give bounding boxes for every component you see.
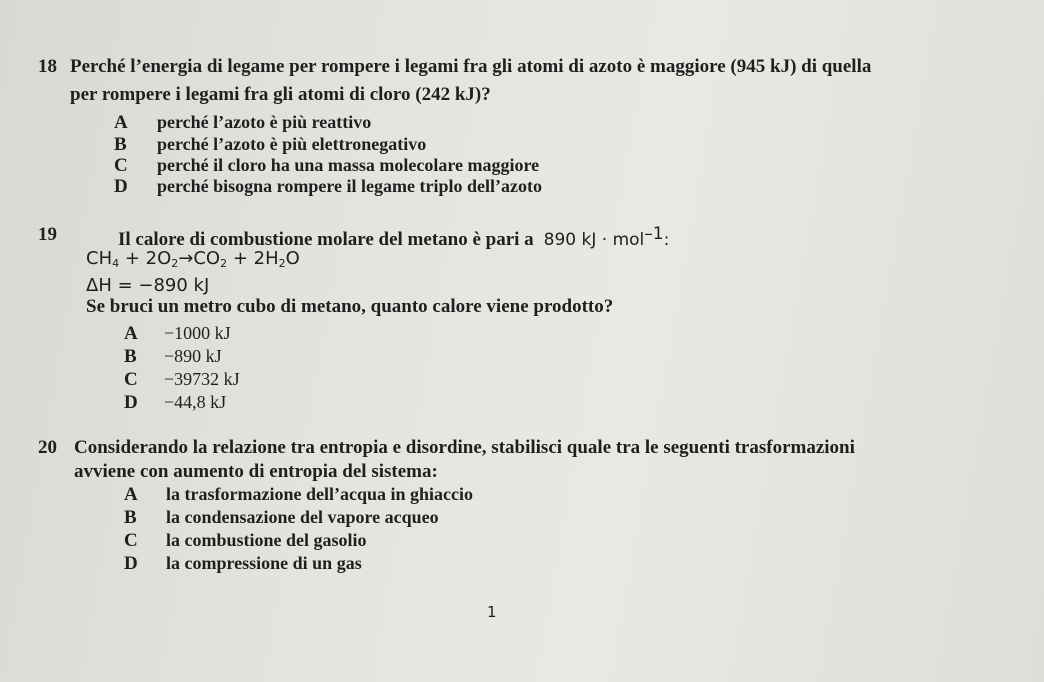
option-b: perché l’azoto è più elettronegativo [157, 134, 427, 154]
option-letter-c: C [114, 155, 128, 176]
option-letter-a: A [114, 112, 128, 133]
option-letter-b: B [114, 134, 127, 155]
option-letter-b: B [124, 507, 137, 528]
option-b: la condensazione del vapore acqueo [166, 507, 439, 527]
option-a: perché l’azoto è più reattivo [157, 112, 372, 132]
question-text-line [118, 224, 669, 251]
option-b: −890 kJ [164, 346, 222, 366]
colon: : [663, 230, 670, 250]
question-number: 18 [38, 56, 57, 77]
option-letter-d: D [124, 392, 138, 413]
option-letter-c: C [124, 369, 138, 390]
option-d: perché bisogna rompere il legame triplo dell’azoto [157, 176, 542, 196]
option-a: la trasformazione dell’acqua in ghiaccio [166, 484, 473, 504]
option-c: la combustione del gasolio [166, 530, 367, 550]
option-letter-a: A [124, 323, 138, 344]
page-number: 1 [487, 603, 497, 621]
question-text-line2: per rompere i legami fra gli atomi di cloro (242 kJ)? [70, 84, 491, 105]
option-d: −44,8 kJ [164, 392, 227, 412]
question-number: 20 [38, 437, 57, 458]
option-letter-d: D [124, 553, 138, 574]
option-letter-c: C [124, 530, 138, 551]
option-letter-d: D [114, 176, 128, 197]
question-text-line1: Considerando la relazione tra entropia e disordine, stabilisci quale tra le seguenti trasformazioni [74, 437, 855, 458]
option-letter-b: B [124, 346, 137, 367]
option-c: perché il cloro ha una massa molecolare maggiore [157, 155, 540, 175]
reaction-equation: $CH_4 + 2O_2\to CO_2 + 2H_2O$ [86, 248, 300, 270]
question-text-line2: avviene con aumento di entropia del sistema: [74, 461, 438, 482]
question-number: 19 [38, 224, 57, 245]
option-a: −1000 kJ [164, 323, 231, 343]
option-c: −39732 kJ [164, 369, 240, 389]
question-text-line1: Perché l’energia di legame per rompere i legami fra gli atomi di azoto è maggiore (945 kJ) di quella [70, 56, 872, 77]
question-text: Il calore di combustione molare del metano è pari a [118, 229, 534, 250]
option-d: la compressione di un gas [166, 553, 362, 573]
heat-value: 890 kJ · mol [543, 230, 645, 250]
question-prompt: Se bruci un metro cubo di metano, quanto calore viene prodotto? [86, 296, 614, 317]
delta-h: ΔH = −890 kJ [86, 275, 210, 296]
unit-exponent: –1 [644, 224, 664, 244]
option-letter-a: A [124, 484, 138, 505]
